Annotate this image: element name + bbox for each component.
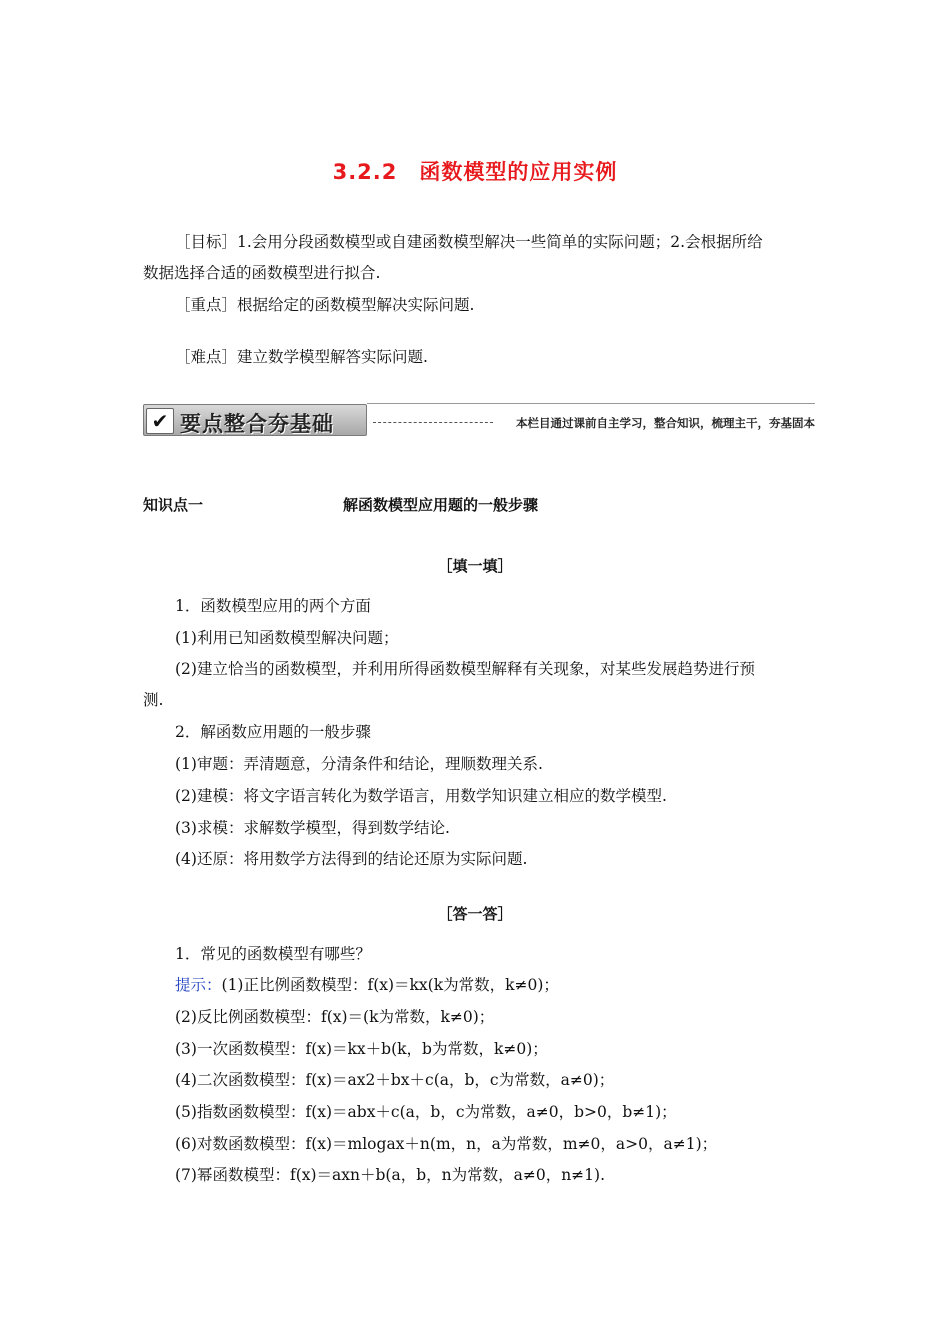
answer-item-6: (6)对数函数模型：f(x)＝mlogax＋n(m，n，a为常数，m≠0，a>0，a≠1)； [175, 1135, 718, 1153]
fill-heading: ［填一填］ [437, 557, 513, 575]
answer-heading: ［答一答］ [437, 905, 513, 923]
page-title: 3.2.2 函数模型的应用实例 [332, 160, 618, 184]
answer-question: 1．常见的函数模型有哪些？ [175, 945, 371, 963]
answer-item-7: (7)幂函数模型：f(x)＝axn＋b(a，b，n为常数，a≠0，n≠1). [175, 1166, 606, 1184]
banner-dash [373, 422, 493, 423]
answer-item-1 [175, 975, 559, 995]
target-line-2: 数据选择合适的函数模型进行拟合. [143, 264, 381, 282]
fill-line-4: 测. [143, 691, 164, 709]
fill-line-8: (3)求模：求解数学模型，得到数学结论. [175, 819, 450, 837]
target-line-1: ［目标］1.会用分段函数模型或自建函数模型解决一些简单的实际问题；2.会根据所给 [175, 233, 763, 251]
answer-item-3: (3)一次函数模型：f(x)＝kx＋b(k，b为常数，k≠0)； [175, 1040, 548, 1058]
answer-item-5: (5)指数函数模型：f(x)＝abx＋c(a，b，c为常数，a≠0，b>0，b≠1)； [175, 1103, 677, 1121]
checkmark-icon: ✔ [146, 408, 174, 434]
answer-item-2: (2)反比例函数模型：f(x)＝(k为常数，k≠0)； [175, 1008, 495, 1026]
answer-item-1-text: (1)正比例函数模型：f(x)＝kx(k为常数，k≠0)； [221, 976, 559, 994]
banner-note: 本栏目通过课前自主学习，整合知识，梳理主干，夯基固本 [516, 416, 815, 430]
fill-line-1: 1．函数模型应用的两个方面 [175, 597, 371, 615]
fill-line-9: (4)还原：将用数学方法得到的结论还原为实际问题. [175, 850, 528, 868]
key-point: ［重点］根据给定的函数模型解决实际问题. [175, 296, 475, 314]
banner-label: 要点整合夯基础 [180, 412, 334, 436]
banner-rule [367, 403, 815, 404]
banner-box [143, 404, 367, 436]
fill-line-6: (1)审题：弄清题意，分清条件和结论，理顺数理关系. [175, 755, 543, 773]
fill-line-3: (2)建立恰当的函数模型，并利用所得函数模型解释有关现象，对某些发展趋势进行预 [175, 660, 755, 678]
hint-label: 提示： [175, 976, 222, 994]
knowledge-heading: 解函数模型应用题的一般步骤 [343, 496, 539, 514]
fill-line-7: (2)建模：将文字语言转化为数学语言，用数学知识建立相应的数学模型. [175, 787, 667, 805]
fill-line-2: (1)利用已知函数模型解决问题； [175, 629, 399, 647]
answer-item-4: (4)二次函数模型：f(x)＝ax2＋bx＋c(a，b，c为常数，a≠0)； [175, 1071, 615, 1089]
knowledge-label: 知识点一 [143, 496, 204, 514]
difficulty: ［难点］建立数学模型解答实际问题. [175, 348, 428, 366]
fill-line-5: 2．解函数应用题的一般步骤 [175, 723, 371, 741]
section-banner [143, 403, 815, 437]
